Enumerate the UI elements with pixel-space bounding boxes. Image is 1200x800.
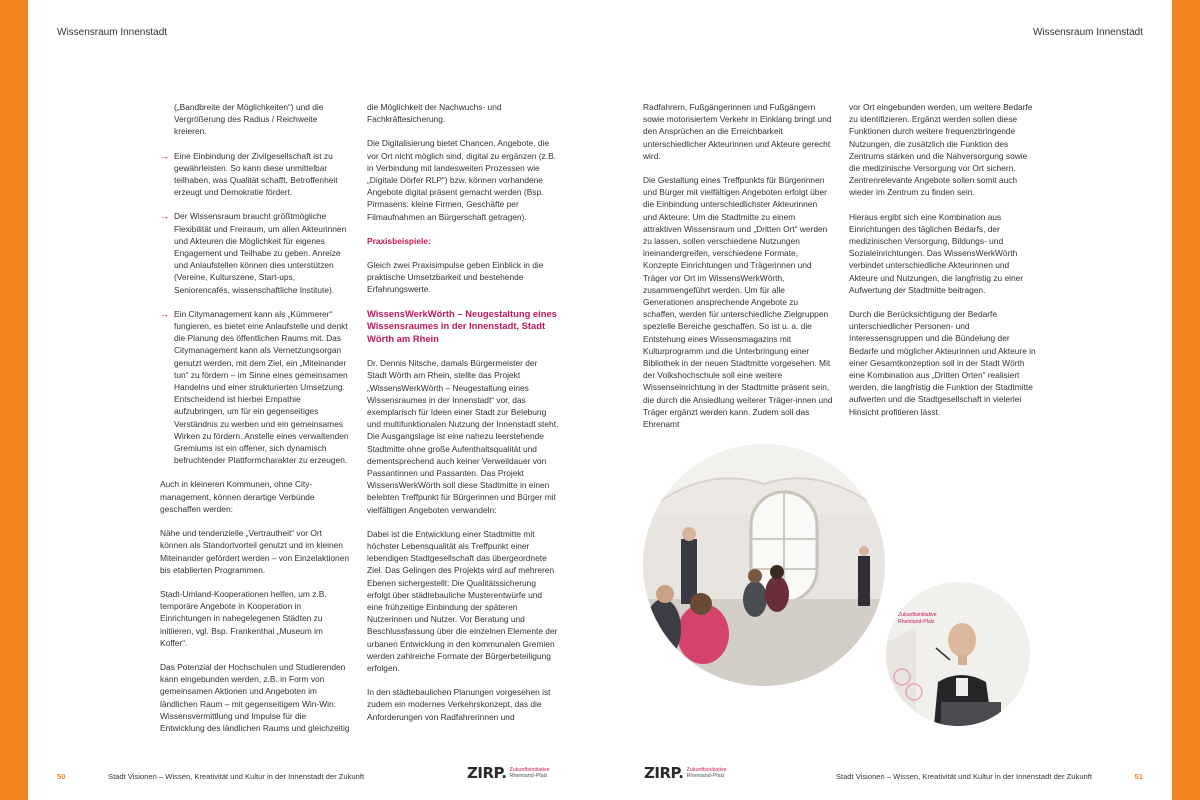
arrow-right-icon: → [160, 150, 169, 161]
paragraph: Dabei ist die Entwicklung einer Stadtmitte mit höchster Lebensqualität als Treffpunkt einer lebendigen Stadtgesellschaft das übergeordnete Ziel. Das Gelingen des Projekts wird auf mehreren Ebenen sichergestellt: Die Qualitätssicherung erfolgt über städtebauliche Musterentwürfe und eine frühzeitige Einbindung der späteren Nutzerinnen und Nutzer. Vor Beratung und Beschlussfassung über die einzelnen Elemente der urbanen Entwicklung in den kommunalen Gremien werden zahlreiche Formate der Bürgerbeteiligung erfolgen. [367, 528, 558, 674]
paragraph: Stadt-Umland-Kooperationen helfen, um z.B. temporäre Angebote in Kooperation in Einrichtungen in nahegelegenen Städten zu initiieren, vgl. Bsp. Frankenthal „Museum im Koffer“. [160, 588, 327, 648]
right-edge-band [1172, 0, 1200, 800]
paragraph: In den städtebaulichen Planungen vorgesehen ist zudem ein modernes Verkehrskonzept, das die Anforderungen von Radfahrerinnen und [367, 687, 551, 722]
section-subheading: WissensWerkWörth – Neugestaltung eines Wissensraumes in der Innenstadt, Stadt Wörth am Rhein [367, 307, 557, 344]
running-header-left: Wissensraum Innenstadt [57, 27, 168, 38]
running-header-right: Wissensraum Innenstadt [1032, 27, 1143, 38]
page-number-left: 50 [57, 772, 66, 781]
bullet-item [160, 308, 350, 467]
column-3 [643, 101, 833, 442]
footer-title-left: Stadt Visionen – Wissen, Kreativität und Kultur in der Innenstadt der Zukunft [108, 772, 365, 781]
paragraph: die Möglichkeit der Nachwuchs- und Fachkräftesicherung. [367, 102, 502, 125]
zirp-logo-left [467, 764, 550, 782]
paragraph: Die Digitalisierung bietet Chancen, Angebote, die vor Ort nicht möglich sind, digital zu ergänzen (z.B. in Verbindung mit landesweiten Prozessen wie „Digitale Dörfer RLP“) bzw. können vorhandene Angebote digital präsent gemacht werden (Bsp. Pirmasens: kleine Firmen, Geschäfte per Filmaufnahmen an Bürgerschaft getragen). [367, 138, 556, 222]
arrow-right-icon: → [160, 308, 169, 319]
column-2 [367, 101, 559, 735]
column-4 [849, 101, 1039, 430]
arrow-right-icon: → [160, 211, 169, 222]
logo-text [509, 767, 549, 780]
paragraph: Nähe und tendenzielle „Vertrautheit“ vor Ort können als Standortvorteil genutzt und im kleinen Miteinander gefördert werden – von Einzelaktionen bis etablierten Programmen. [160, 528, 350, 575]
paragraph: Die Gestaltung eines Treffpunkts für Bürgerinnen und Bürger mit vielfältigen Angeboten erfolgt über die Einbindung unterschiedlichster Akteurinnen und Akteure: Um die Stadtmitte zu einem attraktiven Wissensraum und „Dritten Ort“ werden zu lassen, sollen verschiedene Nutzungen ineinandergreifen, verschiedene Formate, Konzepte Einrichtungen und Trägerinnen und Träger vor Ort im WissensWerkWörth, zusammengeführt werden. Um für alle Generationen ansprechende Angebote zu schaffen, werden für unterschiedliche Zielgruppen spezielle Bereiche geschaffen. So ist u. a. die Entstehung eines Wissensmagazins mit Kulturprogramm und die Unterbringung einer Bibliothek in der neuen Stadtmitte vorgesehen. Mit der Volkshochschule soll eine weitere Wissenseinrichtung in der Stadtmitte präsent sein, die durch die Ansiedlung weiterer Träger-innen und Träger ergänzt werden kann. Zudem soll das Ehrenamt [643, 175, 833, 430]
paragraph: Gleich zwei Praxisimpulse geben Einblick in die praktische Umsetzbarkeit und bestehende Erfahrungswerte. [367, 260, 544, 295]
event-hall-illustration [643, 444, 885, 686]
speaker-illustration [886, 582, 1030, 726]
column-1 [160, 101, 350, 746]
logo-line-1: Zukunftsinitiative [686, 766, 727, 773]
paragraph: Durch die Berücksichtigung der Bedarfe unterschiedlicher Personen- und Interessensgruppen und die Bündelung der Bedarfe und möglicher Akteurinnen und Akteure in einer Gesamtkonzeption soll in der Stadt Wörth eine Kombination aus „Dritten Orten“ realisiert werden, die langfristig die Funktion der Stadtmitte aufwerten und die Stadtgesellschaft in vielerlei Hinsicht profitieren lässt. [849, 309, 1036, 417]
logo-text [686, 767, 726, 780]
logo-line-2: Rheinland-Pfalz [686, 773, 725, 779]
bullet-text: Ein Citymanagement kann als „Kümmerer“ fungieren, es bietet eine Anlaufstelle und denkt die Planung des öffentlichen Raums mit. Das Citymanagement kann als Vernetzungsorgan genutzt werden, mit dem Ziel, ein „Miteinander tun“ zu fördern – im Sinne eines gemeinsamen Handelns und einer strukturierten Umsetzung. Entscheidend ist hierbei Empathie aufzubringen, um für ein gegenseitiges Verständnis zu werben und ein gemeinsames Wirken zu fördern. Anstelle eines verwaltenden Gremiums ist ein offener, sich dynamisch befruchtender Plattformcharakter zu erzeugen. [174, 308, 349, 466]
logo-mark: ZIRP. [467, 764, 507, 782]
praxis-heading: Praxisbeispiele: [367, 235, 431, 246]
bullet-text: Eine Einbindung der Zivilgesellschaft ist zu gewährleisten. So kann diese unmittelbar teilhaben, was Qualität schafft, Betroffenheit erzeugt und Demokratie fördert. [174, 150, 338, 198]
logo-line-1: Zukunftsinitiative [509, 766, 550, 773]
speaker-photo [886, 582, 1030, 726]
paragraph: Auch in kleineren Kommunen, ohne City-management, können derartige Verbünde geschaffen werden: [160, 479, 315, 514]
logo-line-2: Rheinland-Pfalz [509, 773, 548, 779]
zirp-logo-right [644, 764, 727, 782]
bullet-item [160, 210, 350, 295]
paragraph: („Bandbreite der Möglichkeiten“) und die Vergrößerung des Radius / Reichweite kreieren. [174, 102, 324, 137]
bullet-text: Der Wissensraum braucht größtmögliche Flexibilität und Freiraum, um allen Akteurinnen und Akteuren die Möglichkeit für eigenes Engagement und Teilhabe zu geben. Anreize und Anlaufstellen können dies unterstützen (Vereine, Kulturszene, Start-ups, Seniorencafés, wissenschaftliche Institute). [174, 211, 347, 295]
paragraph: Das Potenzial der Hochschulen und Studierenden kann eingebunden werden, z.B. in Form von gemeinsamen Aktionen und Angeboten im ländlichen Raum – mit gegenseitigem Win-Win: Wissensvermittlung und Impulse für die Entwicklung des ländlichen Raums und gleichzeitig [160, 661, 350, 733]
paragraph: Dr. Dennis Nitsche, damals Bürgermeister der Stadt Wörth am Rhein, stellte das Projekt „WissensWerkWörth – Neugestaltung eines Wissensraumes in der Innenstadt“ vor, das exemplarisch für Ideen einer Stadt zur Belebung und multifunktionalen Nutzung der Innenstadt steht. Die Ausgangslage ist eine nahezu leerstehende Stadtmitte ohne große Aufenthaltsqualität und dementsprechend auch keiner Verweildauer von Passantinnen und Passanten. Das Projekt WissensWerkWörth soll diese Stadtmitte in einen belebten Treffpunkt für Bürgerinnen und Bürger mit vielfältigen Angeboten verwandeln: [367, 358, 559, 515]
left-edge-band [0, 0, 28, 800]
banner-text: Zukunftsinitiative Rheinland-Pfalz [898, 612, 937, 625]
bullet-item [160, 150, 350, 199]
logo-mark: ZIRP. [644, 764, 684, 782]
paragraph: Radfahrern, Fußgängerinnen und Fußgängern sowie motorisiertem Verkehr in Einklang bringt und den Ansprüchen an die Erreichbarkeit unterschiedlicher Akteurinnen und Akteure gerecht wird. [643, 102, 832, 161]
page-number-right: 51 [1134, 772, 1143, 781]
paragraph: vor Ort eingebunden werden, um weitere Bedarfe zu identifizieren. Ergänzt werden sollen diese Funktionen durch weitere frequenzbringende Nutzungen, die zusätzlich die Funktion des Zentrums stärken und die Nahversorgung sowie die medizinische Versorgung vor Ort sichern. Zentrenrelevante Angebote sollen somit auch wieder im Zentrum zu finden sein. [849, 102, 1033, 198]
footer-title-right: Stadt Visionen – Wissen, Kreativität und Kultur in der Innenstadt der Zukunft [835, 772, 1092, 781]
paragraph: Hieraus ergibt sich eine Kombination aus Einrichtungen des täglichen Bedarfs, der medizinischen Versorgung, Bildungs- und Sozialeinrichtungen. Das WissensWerkWörth verbindet unterschiedliche Akteurinnen und Akteure und Nutzungen, die langfristig zu einer Aufwertung der Stadtmitte beitragen. [849, 211, 1024, 295]
event-hall-photo [643, 444, 885, 686]
